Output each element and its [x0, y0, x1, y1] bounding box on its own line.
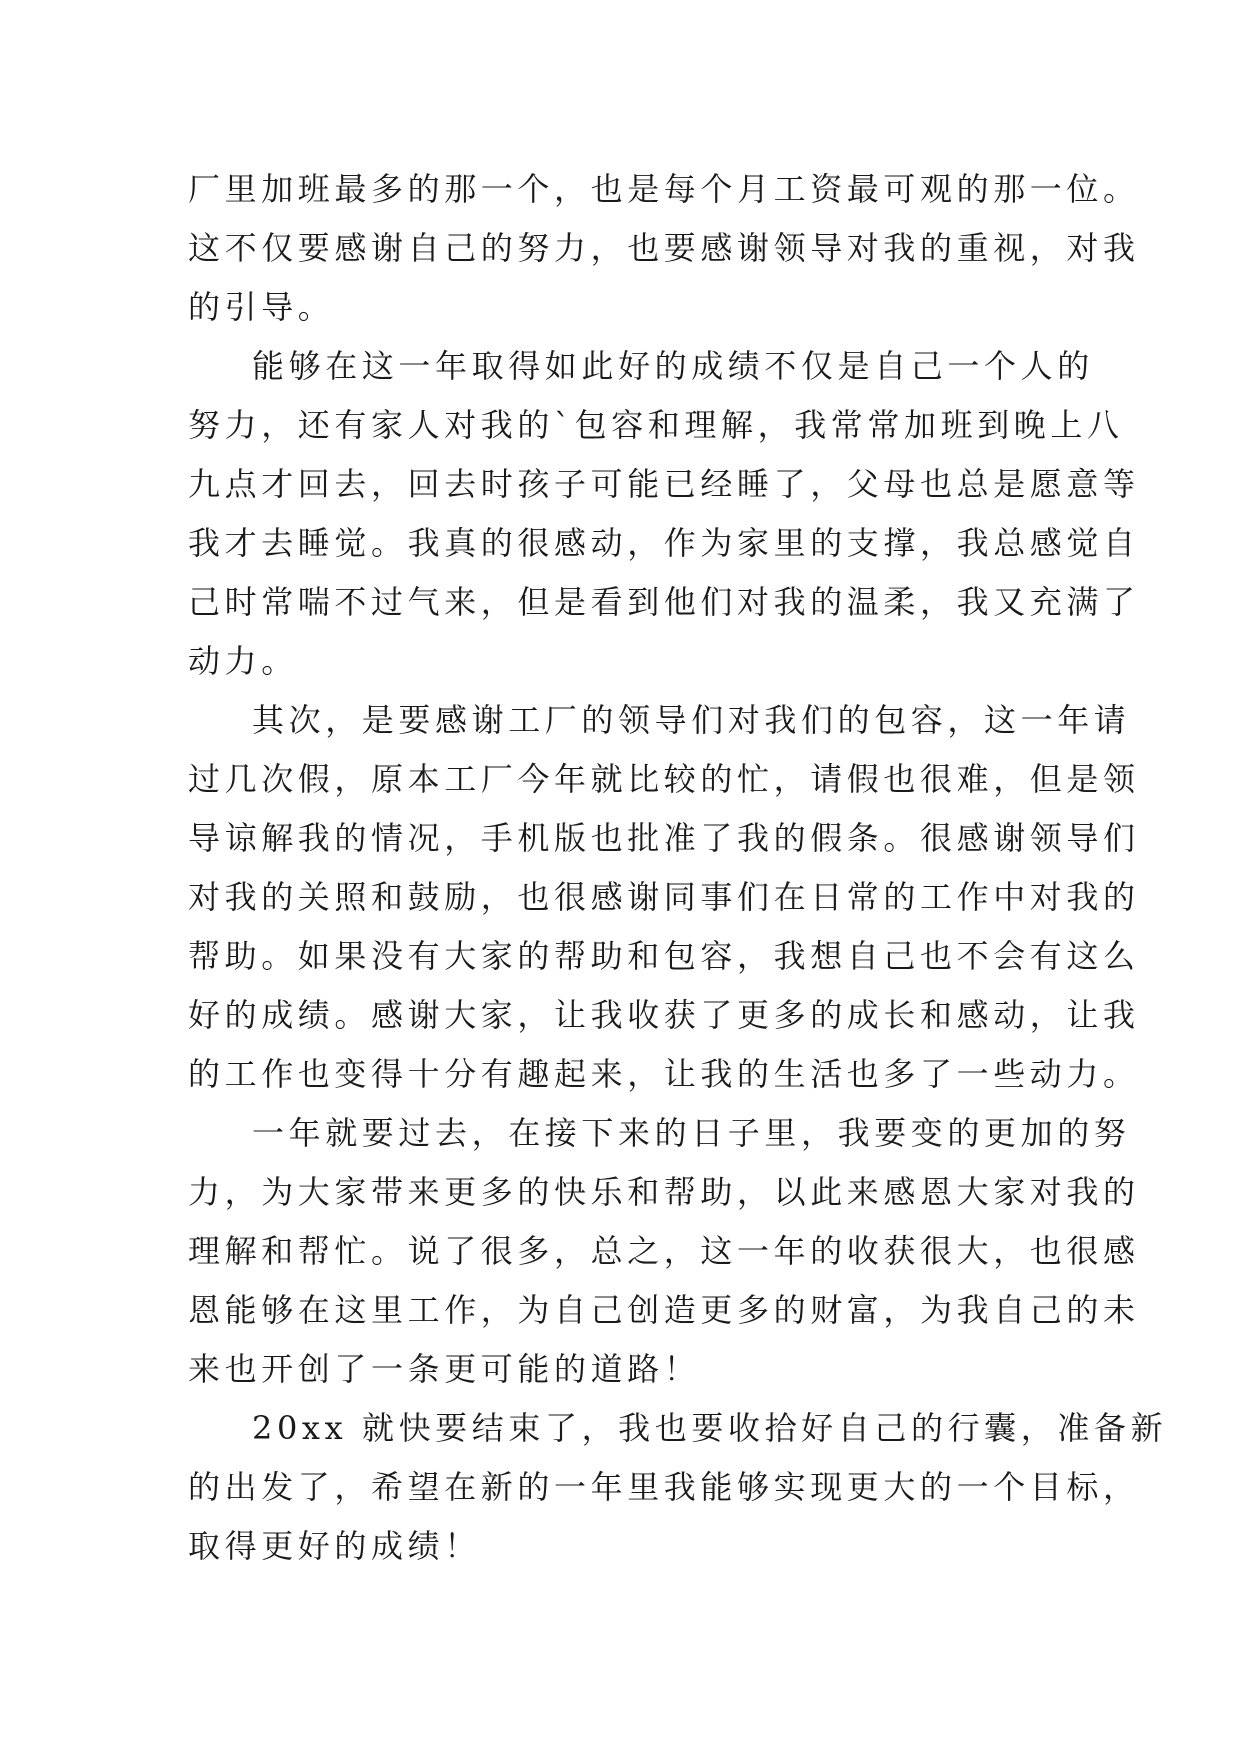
- paragraph: [188, 337, 1140, 691]
- text-line: 恩能够在这里工作，为自己创造更多的财富，为我自己的未: [188, 1291, 1140, 1329]
- text-line: 己时常喘不过气来，但是看到他们对我的温柔，我又充满了: [188, 583, 1140, 621]
- text-line: 过几次假，原本工厂今年就比较的忙，请假也很难，但是领: [188, 760, 1140, 798]
- paragraph: [188, 160, 1140, 337]
- text-line: 导谅解我的情况，手机版也批准了我的假条。很感谢领导们: [188, 819, 1140, 857]
- text-line: 的工作也变得十分有趣起来，让我的生活也多了一些动力。: [188, 1055, 1140, 1093]
- text-line: 的引导。: [188, 288, 335, 326]
- text-line: 厂里加班最多的那一个，也是每个月工资最可观的那一位。: [188, 170, 1140, 208]
- text-line: 这不仅要感谢自己的努力，也要感谢领导对我的重视，对我: [188, 229, 1140, 267]
- text-line: 能够在这一年取得如此好的成绩不仅是自己一个人的: [252, 347, 1094, 385]
- text-line: 努力，还有家人对我的`包容和理解，我常常加班到晚上八: [188, 406, 1124, 444]
- text-line: 来也开创了一条更可能的道路！: [188, 1350, 701, 1388]
- text-line: 的出发了，希望在新的一年里我能够实现更大的一个目标，: [188, 1468, 1140, 1506]
- text-line: 20xx 就快要结束了，我也要收拾好自己的行囊，准备新: [252, 1409, 1168, 1447]
- text-line: 对我的关照和鼓励，也很感谢同事们在日常的工作中对我的: [188, 878, 1140, 916]
- text-line: 帮助。如果没有大家的帮助和包容，我想自己也不会有这么: [188, 937, 1140, 975]
- text-line: 九点才回去，回去时孩子可能已经睡了，父母也总是愿意等: [188, 465, 1140, 503]
- text-line: 一年就要过去，在接下来的日子里，我要变的更加的努: [252, 1114, 1131, 1152]
- text-line: 其次，是要感谢工厂的领导们对我们的包容，这一年请: [252, 701, 1131, 739]
- paragraph: [188, 1399, 1168, 1576]
- text-line: 好的成绩。感谢大家，让我收获了更多的成长和感动，让我: [188, 996, 1140, 1034]
- text-line: 力，为大家带来更多的快乐和帮助，以此来感恩大家对我的: [188, 1173, 1140, 1211]
- paragraph: [188, 1104, 1140, 1399]
- text-line: 理解和帮忙。说了很多，总之，这一年的收获很大，也很感: [188, 1232, 1140, 1270]
- text-line: 我才去睡觉。我真的很感动，作为家里的支撑，我总感觉自: [188, 524, 1140, 562]
- text-line: 动力。: [188, 642, 298, 680]
- body-text: [188, 160, 1168, 1576]
- text-line: 取得更好的成绩！: [188, 1527, 481, 1565]
- paragraph: [188, 691, 1140, 1104]
